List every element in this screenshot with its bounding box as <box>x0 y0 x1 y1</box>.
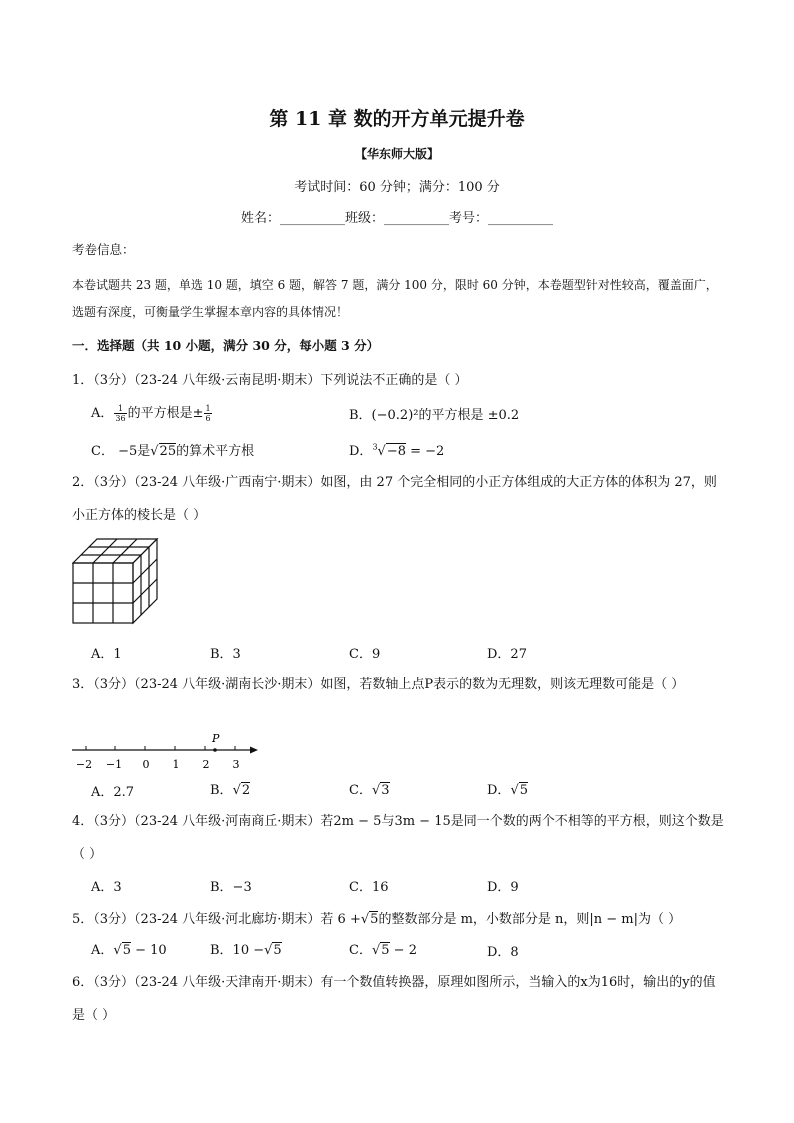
question-4-option-c[interactable]: C．16 <box>349 880 389 895</box>
question-1-option-c[interactable] <box>91 440 254 459</box>
question-2-option-a[interactable]: A．1 <box>91 647 122 662</box>
question-5-stem <box>72 908 681 927</box>
radicand: 5 <box>519 783 529 798</box>
point-p <box>213 748 217 752</box>
question-1-option-d[interactable] <box>349 440 444 459</box>
question-2-option-c[interactable]: C．9 <box>349 647 381 662</box>
radicand: −8 <box>386 444 406 459</box>
sqrt-sign: √ <box>371 783 381 798</box>
question-1-stem: 1．（3分）（23-24 八年级·云南昆明·期末）下列说法不正确的是（ ） <box>72 373 468 388</box>
tick-label: −1 <box>105 758 123 771</box>
question-1-option-a[interactable] <box>91 402 213 423</box>
question-4-stem: 4．（3分）（23-24 八年级·河南商丘·期末）若2m − 5与3m − 15是同一个数的两个不相等的平方根，则这个数是（ ） <box>72 814 724 862</box>
sqrt-sign: √ <box>264 943 273 958</box>
edition-label: 【华东师大版】 <box>354 147 439 161</box>
info-heading: 考卷信息： <box>72 242 135 257</box>
cube-figure <box>72 538 162 626</box>
radicand: 5 <box>122 943 131 958</box>
sqrt-sign: √ <box>377 444 386 459</box>
radicand: 5 <box>381 943 390 958</box>
sqrt-sign: √ <box>113 943 122 958</box>
question-4-option-a[interactable]: A．3 <box>91 880 122 895</box>
option-text: B．10 − <box>210 943 265 958</box>
student-info-row: 姓名：__________班级：__________考号：__________ <box>240 211 553 226</box>
radicand: 2 <box>241 783 251 798</box>
question-5-option-c[interactable] <box>349 939 417 958</box>
fraction: $\frac{1}{36}$ <box>115 404 126 423</box>
radicand: 3 <box>381 783 390 798</box>
page-title: 第 11 章 数的开方单元提升卷 <box>269 108 525 130</box>
section-heading: 一．选择题（共 10 小题，满分 30 分，每小题 3 分） <box>72 338 380 353</box>
option-label: C． <box>349 783 372 798</box>
question-2-option-b[interactable]: B．3 <box>210 647 241 662</box>
option-label: A． <box>91 943 114 958</box>
root-index: 3 <box>372 442 378 452</box>
question-5-option-a[interactable] <box>91 939 167 958</box>
option-text: 的平方根是± <box>127 406 204 421</box>
question-3-option-a[interactable]: A．2.7 <box>91 785 135 800</box>
question-4-option-d[interactable]: D．9 <box>487 880 519 895</box>
option-label: C． <box>349 943 372 958</box>
question-3-stem: 3．（3分）（23-24 八年级·湖南长沙·期末）如图，若数轴上点P表示的数为无理数，则该无理数可能是（ ） <box>72 677 685 692</box>
question-6-stem: 6．（3分）（23-24 八年级·天津南开·期末）有一个数值转换器，原理如图所示，当输入的x为16时，输出的y的值是（ ） <box>72 975 716 1023</box>
option-text: − 10 <box>130 943 167 958</box>
sqrt-sign: √ <box>150 444 159 459</box>
fraction: $\frac{1}{6}$ <box>205 404 211 423</box>
tick-label: 3 <box>232 758 240 771</box>
option-text: 的算术平方根 <box>176 444 255 459</box>
arrow-icon <box>250 747 258 754</box>
number-line-figure <box>70 730 265 774</box>
option-label: B． <box>210 783 233 798</box>
question-4-option-b[interactable]: B．−3 <box>210 880 252 895</box>
exam-time: 考试时间：60 分钟；满分：100 分 <box>294 180 500 195</box>
tick-label: 2 <box>202 758 210 771</box>
question-5-option-d[interactable]: D．8 <box>487 945 519 960</box>
option-text: C． −5是 <box>91 444 151 459</box>
question-3-option-b[interactable] <box>210 779 250 798</box>
question-3-option-d[interactable] <box>487 779 528 798</box>
stem-text: 5．（3分）（23-24 八年级·河北廊坊·期末）若 6 + <box>72 912 361 927</box>
tick-label: −2 <box>75 758 93 771</box>
sqrt-sign: √ <box>371 943 381 958</box>
info-body: 本卷试题共 23 题，单选 10 题，填空 6 题，解答 7 题，满分 100 分，限时 60 分钟，本卷题型针对性较高，覆盖面广，选题有深度，可衡量学生掌握本章内容的具体情况！ <box>72 278 718 319</box>
option-label: A． <box>91 406 114 421</box>
radicand: 25 <box>159 444 177 459</box>
option-label: D． <box>349 444 373 459</box>
option-label: D． <box>487 783 511 798</box>
sqrt-sign: √ <box>232 783 241 798</box>
question-3-option-c[interactable] <box>349 779 390 798</box>
point-label: P <box>212 732 220 745</box>
question-2-option-d[interactable]: D．27 <box>487 647 527 662</box>
question-1-option-b[interactable]: B．(−0.2)²的平方根是 ±0.2 <box>349 408 520 423</box>
option-text: − 2 <box>389 943 417 958</box>
stem-text: 的整数部分是 m，小数部分是 n，则|n − m|为（ ） <box>378 912 682 927</box>
radicand: 5 <box>370 912 379 927</box>
question-5-option-b[interactable] <box>210 939 282 958</box>
sqrt-sign: √ <box>510 783 519 798</box>
question-2-stem: 2．（3分）（23-24 八年级·广西南宁·期末）如图，由 27 个完全相同的小正方体组成的大正方体的体积为 27，则小正方体的棱长是（ ） <box>72 475 717 523</box>
option-text: = −2 <box>406 444 445 459</box>
sqrt-sign: √ <box>360 912 370 927</box>
tick-label: 1 <box>172 758 180 771</box>
tick-label: 0 <box>142 758 150 771</box>
radicand: 5 <box>273 943 282 958</box>
